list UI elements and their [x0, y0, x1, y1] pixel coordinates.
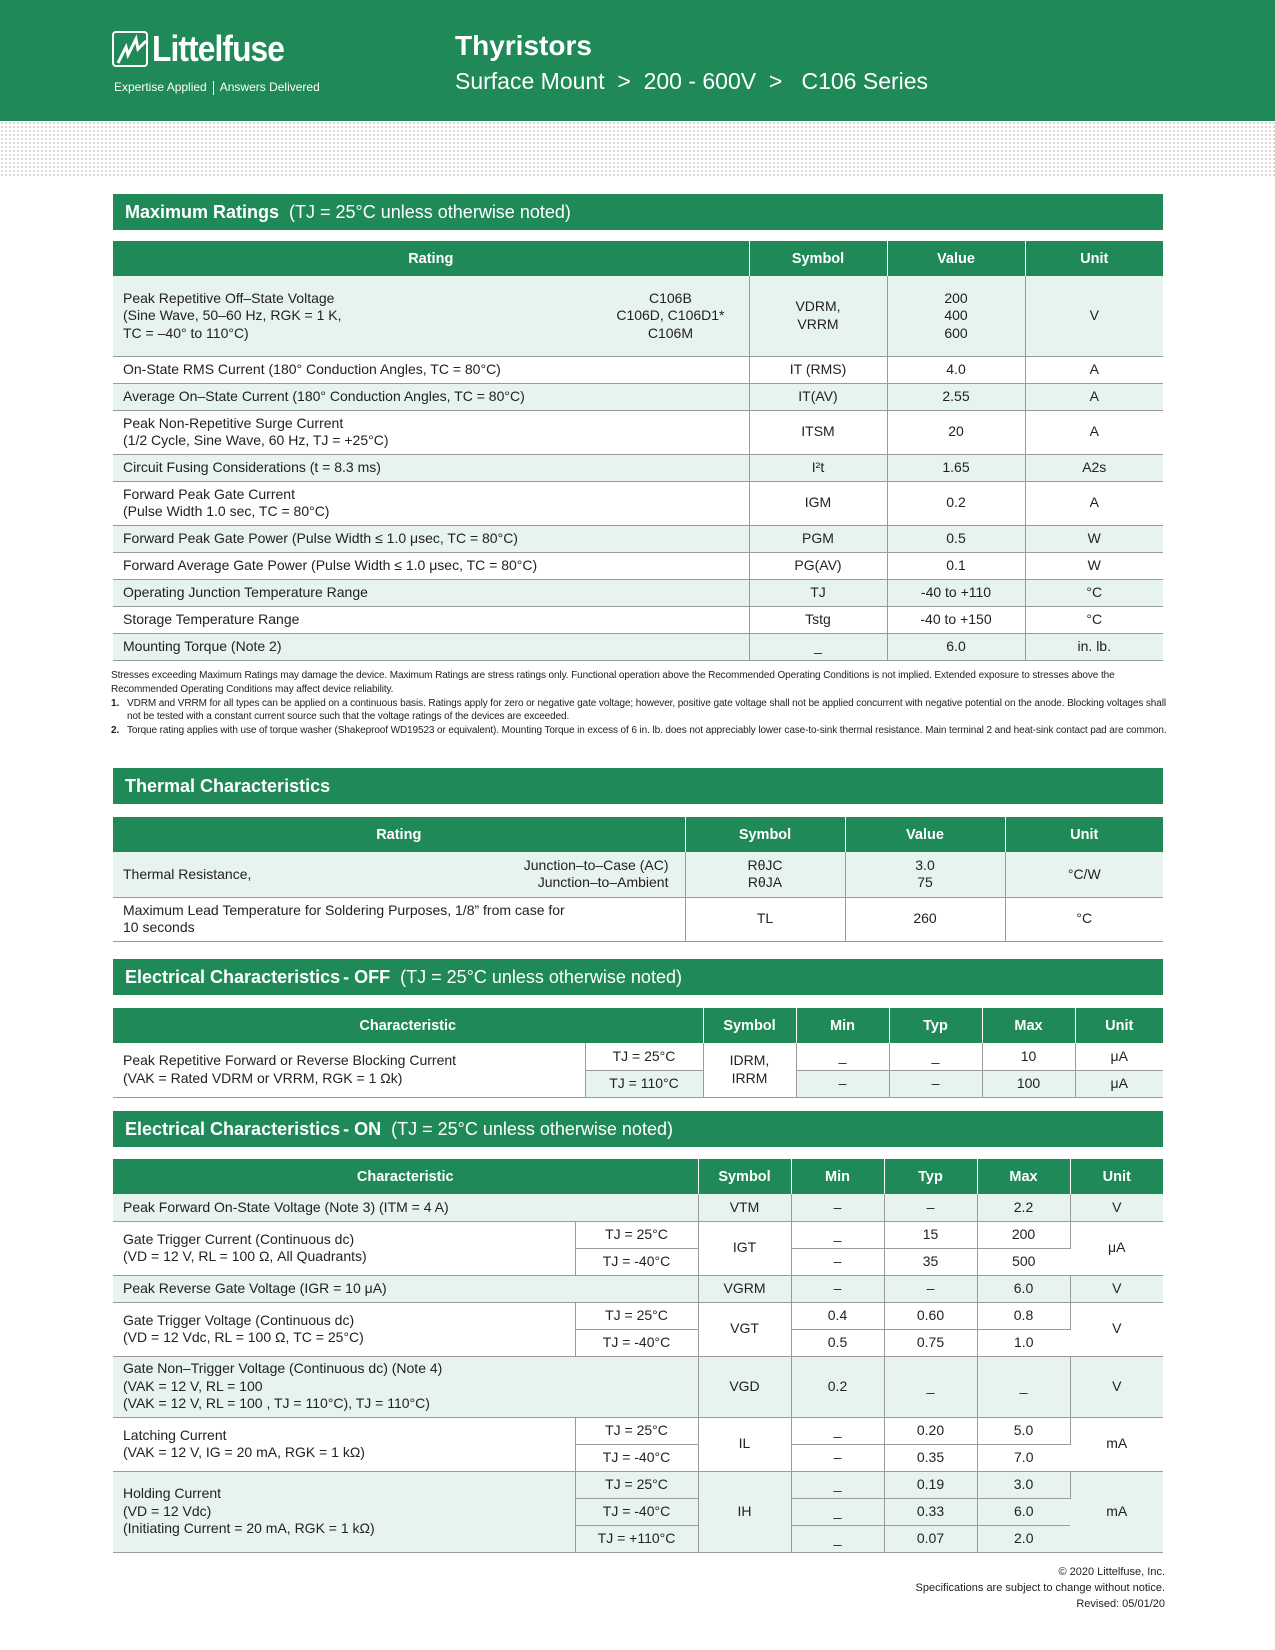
- typ-cell: 0.19: [884, 1471, 977, 1498]
- unit-cell: μA: [1070, 1221, 1163, 1275]
- characteristic-cell: [113, 1471, 575, 1552]
- characteristic-text: (VD = 12 Vdc, RL = 100 Ω, TC = 25°C): [123, 1329, 364, 1345]
- revision-text: Revised: 05/01/20: [1076, 1597, 1165, 1610]
- condition-cell: TJ = 110°C: [585, 1070, 703, 1097]
- ratings-notes: [111, 669, 1167, 738]
- characteristic-text: Gate Non–Trigger Voltage (Continuous dc) (Note 4): [123, 1360, 443, 1377]
- value-text: 3.0: [915, 856, 935, 873]
- rating-text: (1/2 Cycle, Sine Wave, 60 Hz, TJ = +25°C): [123, 432, 389, 448]
- table-row: [113, 897, 1163, 941]
- symbol-cell: PGM: [749, 525, 887, 552]
- condition-cell: TJ = 25°C: [575, 1417, 698, 1444]
- typ-cell: 0.33: [884, 1498, 977, 1525]
- symbol-cell: VTM: [698, 1194, 791, 1221]
- table-row: [113, 356, 1163, 383]
- condition-text: Junction–to–Ambient: [537, 874, 669, 891]
- unit-cell: A: [1025, 410, 1163, 454]
- min-cell: 0.5: [791, 1329, 884, 1356]
- unit-cell: A: [1025, 481, 1163, 525]
- header-banner: [0, 0, 1275, 121]
- typ-cell: –: [884, 1275, 977, 1302]
- symbol-cell: TL: [685, 897, 845, 941]
- unit-cell: mA: [1070, 1417, 1163, 1471]
- unit-cell: μA: [1075, 1070, 1163, 1097]
- table-row: [113, 525, 1163, 552]
- characteristic-text: Peak Repetitive Forward or Reverse Blocking Current: [123, 1052, 457, 1069]
- col-header: Value: [845, 817, 1005, 852]
- page-title: Thyristors: [455, 30, 592, 61]
- max-cell: _: [977, 1356, 1070, 1417]
- rating-cell: [113, 481, 749, 525]
- col-header: Unit: [1025, 241, 1163, 276]
- symbol-cell: _: [749, 633, 887, 660]
- table-row: [113, 1417, 1163, 1444]
- characteristic-text: (Initiating Current = 20 mA, RGK = 1 kΩ): [123, 1520, 375, 1537]
- value-cell: 2.55: [887, 383, 1025, 410]
- littelfuse-logo-icon: [112, 31, 148, 67]
- col-header: Characteristic: [113, 1159, 698, 1194]
- value-cell: 1.65: [887, 454, 1025, 481]
- characteristic-text: Gate Trigger Current (Continuous dc): [123, 1230, 355, 1247]
- unit-cell: A2s: [1025, 454, 1163, 481]
- elec-off-note: (TJ = 25°C unless otherwise noted): [400, 966, 682, 987]
- condition-cell: TJ = -40°C: [575, 1248, 698, 1275]
- rating-cell: Operating Junction Temperature Range: [113, 579, 749, 606]
- rating-cell: Forward Average Gate Power (Pulse Width ≤ 1.0 μsec, TC = 80°C): [113, 552, 749, 579]
- rating-cell: Storage Temperature Range: [113, 606, 749, 633]
- typ-cell: 0.07: [884, 1525, 977, 1552]
- symbol-cell: [749, 276, 887, 356]
- elec-on-heading: [113, 1111, 1163, 1147]
- brand-name: Littelfuse: [152, 28, 285, 69]
- max-cell: 2.2: [977, 1194, 1070, 1221]
- symbol-cell: I²t: [749, 454, 887, 481]
- max-cell: 100: [982, 1070, 1075, 1097]
- characteristic-text: (VD = 12 V, RL = 100 Ω, All Quadrants): [123, 1248, 367, 1264]
- characteristic-cell: [113, 1417, 575, 1471]
- disclaimer-text: Specifications are subject to change without notice.: [915, 1581, 1165, 1594]
- note-1: 1. VDRM and VRRM for all types can be applied on a continuous basis. Ratings apply for zero or negative gate voltage; however, positive gate voltage shall not be applied concurrent with negative potential on the anode. Blocking voltages shall not be tested with a constant current source such that the voltage ratings of the devices are exceeded.: [111, 697, 1166, 723]
- unit-cell: V: [1070, 1356, 1163, 1417]
- rating-text: (Pulse Width 1.0 sec, TC = 80°C): [123, 503, 330, 519]
- value-cell: 4.0: [887, 356, 1025, 383]
- thermal-table: [113, 817, 1163, 942]
- min-cell: _: [791, 1471, 884, 1498]
- max-ratings-heading: [113, 194, 1163, 230]
- symbol-text: VDRM,: [795, 298, 841, 315]
- min-cell: _: [791, 1498, 884, 1525]
- min-cell: 0.4: [791, 1302, 884, 1329]
- symbol-cell: VGRM: [698, 1275, 791, 1302]
- condition-cell: TJ = 25°C: [575, 1471, 698, 1498]
- characteristic-text: Latching Current: [123, 1426, 227, 1443]
- rating-text: Thermal Resistance,: [123, 865, 252, 882]
- typ-cell: 0.20: [884, 1417, 977, 1444]
- dot-pattern-band: [0, 121, 1275, 176]
- symbol-cell: IGT: [698, 1221, 791, 1275]
- characteristic-cell: [113, 1302, 575, 1356]
- elec-off-suffix-dash: - OFF: [343, 966, 391, 987]
- max-cell: 2.0: [977, 1525, 1070, 1552]
- table-row: [113, 454, 1163, 481]
- rating-text: (Sine Wave, 50–60 Hz, RGK = 1 K,: [123, 307, 342, 323]
- col-header: Symbol: [685, 817, 845, 852]
- min-cell: –: [791, 1194, 884, 1221]
- characteristic-cell: Peak Forward On-State Voltage (Note 3) (ITM = 4 A): [113, 1194, 698, 1221]
- condition-cell: TJ = +110°C: [575, 1525, 698, 1552]
- col-header: Rating: [113, 817, 685, 852]
- max-cell: 0.8: [977, 1302, 1070, 1329]
- rating-cell: [113, 852, 685, 897]
- typ-cell: _: [889, 1043, 982, 1070]
- condition-text: C106D, C106D1*: [616, 307, 725, 323]
- value-text: 600: [944, 324, 968, 341]
- value-cell: [887, 276, 1025, 356]
- value-text: 75: [917, 874, 933, 891]
- max-ratings-note: (TJ = 25°C unless otherwise noted): [289, 201, 571, 222]
- condition-text: Junction–to–Case (AC): [523, 856, 669, 873]
- elec-on-title: Electrical Characteristics: [125, 1118, 341, 1139]
- max-cell: 500: [977, 1248, 1070, 1275]
- characteristic-cell: [113, 1043, 585, 1097]
- value-cell: 260: [845, 897, 1005, 941]
- characteristic-text: Holding Current: [123, 1485, 222, 1502]
- characteristic-text: (VAK = Rated VDRM or VRRM, RGK = 1 Ωk): [123, 1069, 403, 1086]
- unit-cell: °C: [1025, 579, 1163, 606]
- symbol-cell: IDRM, IRRM: [703, 1043, 796, 1097]
- col-header: Typ: [889, 1008, 982, 1043]
- characteristic-cell: [113, 1356, 698, 1417]
- brand-logo: [112, 28, 302, 70]
- thermal-heading: [113, 768, 1163, 804]
- condition-cell: TJ = -40°C: [575, 1329, 698, 1356]
- elec-on-note: (TJ = 25°C unless otherwise noted): [391, 1118, 673, 1139]
- col-header: Typ: [884, 1159, 977, 1194]
- typ-cell: 35: [884, 1248, 977, 1275]
- min-cell: 0.2: [791, 1356, 884, 1417]
- value-text: 400: [944, 307, 968, 323]
- max-cell: 1.0: [977, 1329, 1070, 1356]
- unit-cell: V: [1070, 1302, 1163, 1356]
- characteristic-text: Gate Trigger Voltage (Continuous dc): [123, 1311, 355, 1328]
- min-cell: –: [796, 1070, 889, 1097]
- min-cell: –: [791, 1248, 884, 1275]
- condition-cell: TJ = -40°C: [575, 1444, 698, 1471]
- rating-cell: Forward Peak Gate Power (Pulse Width ≤ 1.0 μsec, TC = 80°C): [113, 525, 749, 552]
- col-header: Min: [791, 1159, 884, 1194]
- tagline-separator: [213, 81, 214, 95]
- elec-off-title: Electrical Characteristics: [125, 966, 341, 987]
- unit-cell: V: [1070, 1275, 1163, 1302]
- col-header: Symbol: [703, 1008, 796, 1043]
- table-row: [113, 1471, 1163, 1498]
- symbol-cell: IGM: [749, 481, 887, 525]
- note-2: 2. Torque rating applies with use of torque washer (Shakeproof WD19523 or equivalent). Mounting Torque in excess of 6 in. lb. does not appreciably lower case-to-sink thermal resistance. Main terminal 2 and heat-sink contact pad are common.: [111, 725, 1167, 737]
- value-cell: 0.1: [887, 552, 1025, 579]
- unit-cell: μA: [1075, 1043, 1163, 1070]
- rating-text: Forward Peak Gate Current: [123, 485, 295, 502]
- symbol-cell: IT (RMS): [749, 356, 887, 383]
- max-ratings-title: Maximum Ratings: [125, 201, 280, 222]
- condition-cell: TJ = 25°C: [575, 1221, 698, 1248]
- min-cell: –: [791, 1275, 884, 1302]
- value-text: 200: [944, 289, 968, 306]
- table-row: [113, 1356, 1163, 1417]
- col-header: Unit: [1070, 1159, 1163, 1194]
- unit-cell: °C: [1025, 606, 1163, 633]
- typ-cell: –: [884, 1194, 977, 1221]
- symbol-cell: ITSM: [749, 410, 887, 454]
- value-cell: 6.0: [887, 633, 1025, 660]
- thermal-title: Thermal Characteristics: [125, 775, 331, 796]
- typ-cell: –: [889, 1070, 982, 1097]
- table-row: [113, 481, 1163, 525]
- table-header-row: [113, 817, 1163, 852]
- max-cell: 200: [977, 1221, 1070, 1248]
- typ-cell: 0.60: [884, 1302, 977, 1329]
- elec-on-table: [113, 1159, 1163, 1553]
- table-row: [113, 410, 1163, 454]
- table-row: [113, 579, 1163, 606]
- col-header: Rating: [113, 241, 749, 276]
- characteristic-text: (VD = 12 Vdc): [123, 1502, 212, 1519]
- copyright-text: © 2020 Littelfuse, Inc.: [1058, 1566, 1165, 1578]
- rating-cell: On-State RMS Current (180° Conduction Angles, TC = 80°C): [113, 356, 749, 383]
- elec-on-suffix-dash: - ON: [343, 1118, 382, 1139]
- table-header-row: [113, 241, 1163, 276]
- rating-cell: Mounting Torque (Note 2): [113, 633, 749, 660]
- symbol-cell: IT(AV): [749, 383, 887, 410]
- elec-off-heading: [113, 959, 1163, 995]
- tagline: [114, 80, 320, 95]
- condition-cell: TJ = -40°C: [575, 1498, 698, 1525]
- col-header: Max: [977, 1159, 1070, 1194]
- unit-cell: in. lb.: [1025, 633, 1163, 660]
- rating-cell: [113, 410, 749, 454]
- symbol-cell: VGD: [698, 1356, 791, 1417]
- min-cell: _: [791, 1221, 884, 1248]
- rating-cell: Circuit Fusing Considerations (t = 8.3 ms): [113, 454, 749, 481]
- unit-cell: °C: [1005, 897, 1163, 941]
- characteristic-text: (VAK = 12 V, IG = 20 mA, RGK = 1 kΩ): [123, 1444, 365, 1460]
- condition-text: C106M: [647, 324, 693, 341]
- min-cell: _: [791, 1417, 884, 1444]
- condition-cell: TJ = 25°C: [575, 1302, 698, 1329]
- col-header: Max: [982, 1008, 1075, 1043]
- min-cell: _: [791, 1525, 884, 1552]
- table-row: [113, 606, 1163, 633]
- rating-text: Peak Non-Repetitive Surge Current: [123, 414, 344, 431]
- max-ratings-table: [113, 241, 1163, 661]
- col-header: Unit: [1005, 817, 1163, 852]
- symbol-cell: TJ: [749, 579, 887, 606]
- characteristic-text: (VAK = 12 V, RL = 100: [123, 1377, 263, 1394]
- table-row: [113, 1221, 1163, 1248]
- characteristic-text: (VAK = 12 V, RL = 100 , TJ = 110°C), TJ = 110°C): [123, 1395, 430, 1412]
- page-subtitle: Surface Mount > 200 - 600V > C106 Series: [455, 68, 929, 94]
- typ-cell: 0.75: [884, 1329, 977, 1356]
- rating-text: Maximum Lead Temperature for Soldering Purposes, 1/8” from case for: [123, 901, 565, 918]
- symbol-text: RθJC: [747, 856, 783, 873]
- min-cell: _: [796, 1043, 889, 1070]
- condition-text: C106B: [649, 289, 692, 306]
- unit-cell: A: [1025, 383, 1163, 410]
- rating-text: 10 seconds: [123, 919, 195, 935]
- table-row: [113, 1275, 1163, 1302]
- table-row: [113, 1302, 1163, 1329]
- unit-cell: °C/W: [1005, 852, 1163, 897]
- tagline-left: Expertise Applied: [114, 80, 207, 94]
- unit-cell: mA: [1070, 1471, 1163, 1552]
- unit-cell: V: [1070, 1194, 1163, 1221]
- stress-note: Stresses exceeding Maximum Ratings may damage the device. Maximum Ratings are stress ratings only. Functional operation above the Recommended Operating Conditions is not implied. Extended exposure to stresses above the Recommended Operating Conditions may affect device reliability.: [111, 670, 1115, 695]
- typ-cell: _: [884, 1356, 977, 1417]
- table-header-row: [113, 1159, 1163, 1194]
- symbol-cell: [685, 852, 845, 897]
- max-cell: 5.0: [977, 1417, 1070, 1444]
- table-row: [113, 552, 1163, 579]
- max-cell: 10: [982, 1043, 1075, 1070]
- value-cell: -40 to +150: [887, 606, 1025, 633]
- typ-cell: 15: [884, 1221, 977, 1248]
- table-row: [113, 276, 1163, 356]
- symbol-cell: IL: [698, 1417, 791, 1471]
- col-header: Unit: [1075, 1008, 1163, 1043]
- symbol-text: RθJA: [747, 874, 783, 891]
- characteristic-cell: [113, 1221, 575, 1275]
- condition-cell: TJ = 25°C: [585, 1043, 703, 1070]
- col-header: Symbol: [698, 1159, 791, 1194]
- tagline-right: Answers Delivered: [219, 80, 320, 94]
- value-cell: [845, 852, 1005, 897]
- col-header: Value: [887, 241, 1025, 276]
- col-header: Characteristic: [113, 1008, 703, 1043]
- symbol-cell: IH: [698, 1471, 791, 1552]
- rating-cell: [113, 897, 685, 941]
- min-cell: –: [791, 1444, 884, 1471]
- value-cell: 20: [887, 410, 1025, 454]
- typ-cell: 0.35: [884, 1444, 977, 1471]
- rating-text: Peak Repetitive Off–State Voltage: [123, 289, 335, 306]
- table-header-row: [113, 1008, 1163, 1043]
- max-cell: 6.0: [977, 1498, 1070, 1525]
- table-row: [113, 852, 1163, 897]
- characteristic-cell: Peak Reverse Gate Voltage (IGR = 10 μA): [113, 1275, 698, 1302]
- symbol-cell: VGT: [698, 1302, 791, 1356]
- rating-text: TC = –40° to 110°C): [123, 324, 249, 341]
- unit-cell: W: [1025, 552, 1163, 579]
- table-row: [113, 633, 1163, 660]
- elec-off-table: [113, 1008, 1163, 1098]
- unit-cell: A: [1025, 356, 1163, 383]
- symbol-cell: Tstg: [749, 606, 887, 633]
- value-cell: -40 to +110: [887, 579, 1025, 606]
- unit-cell: V: [1025, 276, 1163, 356]
- page-footer: [916, 1565, 1165, 1613]
- table-row: [113, 1194, 1163, 1221]
- symbol-text: VRRM: [797, 315, 839, 332]
- value-cell: 0.2: [887, 481, 1025, 525]
- max-cell: 6.0: [977, 1275, 1070, 1302]
- value-cell: 0.5: [887, 525, 1025, 552]
- max-cell: 3.0: [977, 1471, 1070, 1498]
- table-row: [113, 1043, 1163, 1070]
- table-row: [113, 383, 1163, 410]
- rating-cell: Average On–State Current (180° Conduction Angles, TC = 80°C): [113, 383, 749, 410]
- symbol-cell: PG(AV): [749, 552, 887, 579]
- col-header: Symbol: [749, 241, 887, 276]
- max-cell: 7.0: [977, 1444, 1070, 1471]
- col-header: Min: [796, 1008, 889, 1043]
- rating-cell: [113, 276, 749, 356]
- unit-cell: W: [1025, 525, 1163, 552]
